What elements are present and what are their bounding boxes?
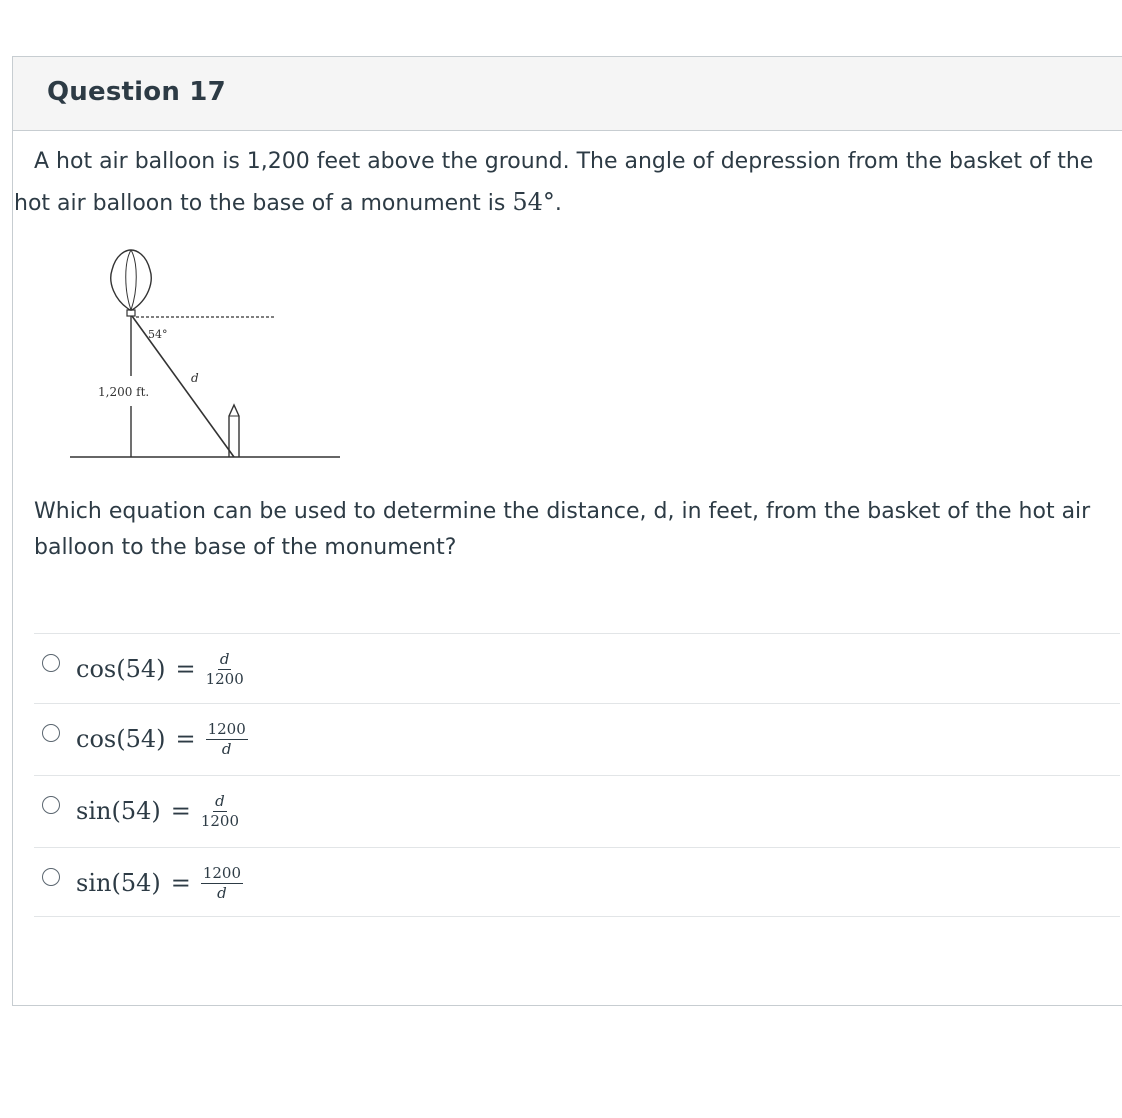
question-text-body: A hot air balloon is 1,200 feet above the ground. The angle of depression from the basket of the hot air balloon to the base of a monument is: [14, 149, 1094, 216]
fraction: [201, 865, 243, 902]
radio-button[interactable]: [42, 654, 60, 672]
equals-sign: =: [170, 797, 191, 825]
radio-button[interactable]: [42, 868, 60, 886]
equals-sign: =: [170, 869, 191, 897]
fraction-numerator: d: [219, 649, 230, 668]
answer-equation: [76, 786, 239, 836]
answer-option-3[interactable]: [34, 775, 1120, 847]
fraction: [206, 721, 248, 758]
fraction: [206, 651, 244, 688]
equation-lhs: sin(54): [76, 869, 161, 897]
equation-lhs: cos(54): [76, 725, 166, 753]
fraction-numerator: d: [215, 791, 225, 810]
question-title: Question 17: [47, 77, 226, 107]
fraction-denominator: d: [221, 739, 232, 758]
answer-option-2[interactable]: [34, 703, 1120, 775]
answer-option-4[interactable]: [34, 847, 1120, 917]
balloon-diagram-svg: [56, 248, 346, 464]
hypotenuse-label: d: [191, 371, 199, 385]
question-prompt: Which equation can be used to determine the distance, d, in feet, from the basket of the hot air balloon to the base of the monument?: [34, 499, 1091, 560]
fraction-numerator: 1200: [202, 863, 242, 882]
balloon-diagram: [56, 248, 346, 464]
fraction-denominator: 1200: [205, 669, 244, 688]
answer-equation: [76, 714, 248, 764]
fraction-denominator: 1200: [200, 811, 240, 830]
equals-sign: =: [175, 725, 196, 753]
question-text-end: .: [554, 191, 562, 216]
fraction: [201, 793, 239, 830]
angle-label: 54°: [148, 328, 168, 341]
angle-value: 54°: [512, 188, 555, 216]
equation-lhs: cos(54): [76, 655, 166, 683]
radio-button[interactable]: [42, 724, 60, 742]
equals-sign: =: [175, 655, 196, 683]
radio-button[interactable]: [42, 796, 60, 814]
answer-option-1[interactable]: [34, 633, 1120, 703]
monument-icon: [229, 405, 239, 457]
height-label: 1,200 ft.: [98, 385, 150, 399]
answer-equation: [76, 644, 244, 694]
answer-equation: [76, 858, 243, 908]
equation-lhs: sin(54): [76, 797, 161, 825]
answer-list: [34, 633, 1120, 917]
question-header: [13, 57, 1122, 131]
question-text: [14, 142, 1109, 224]
fraction-numerator: 1200: [207, 719, 246, 738]
fraction-denominator: d: [217, 883, 227, 902]
balloon-icon: [111, 250, 151, 316]
